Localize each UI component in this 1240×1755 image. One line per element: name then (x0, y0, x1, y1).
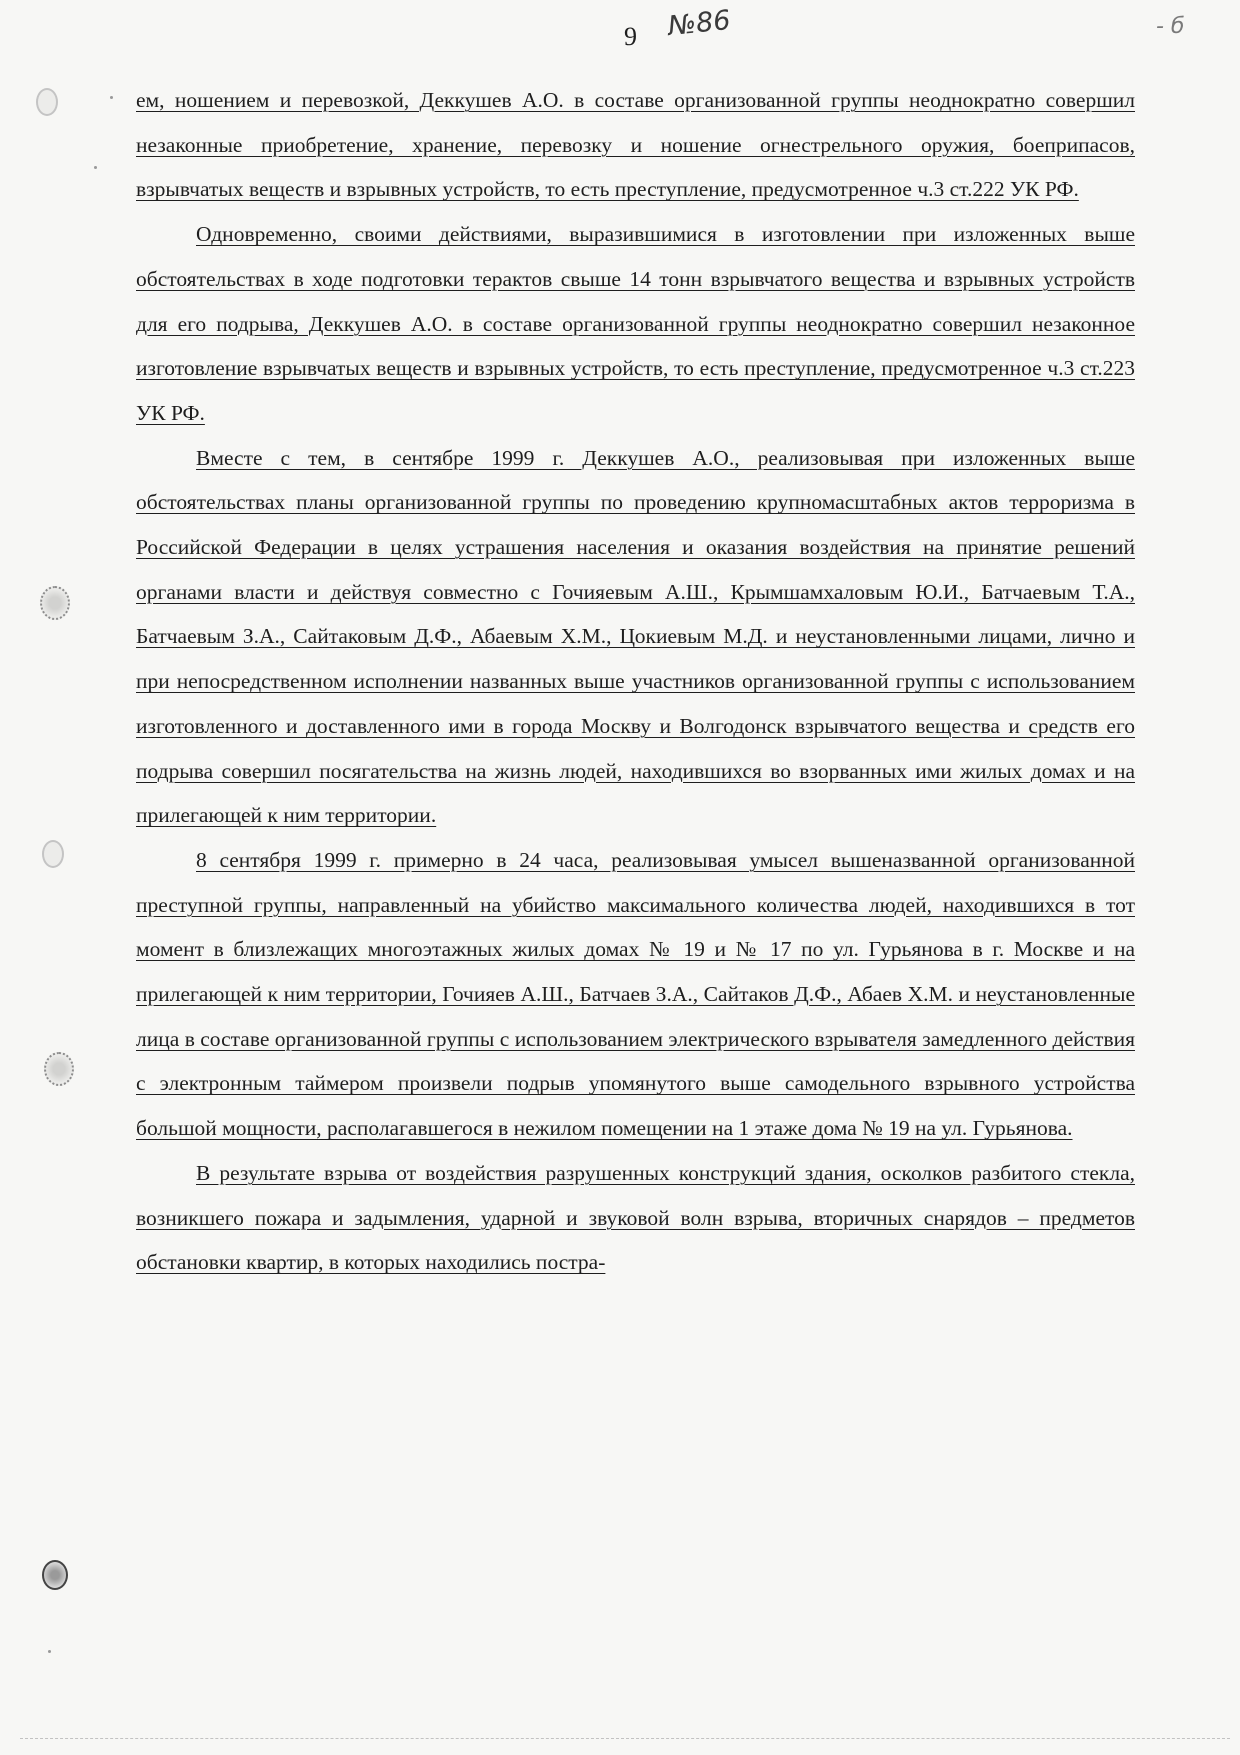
handwritten-page-annotation: №86 (666, 4, 732, 43)
paragraph-text: В результате взрыва от воздействия разрушенных конструкций здания, осколков разбитого стекла, возникшего пожара и задымления, ударной и звуковой волн взрыва, вторичных снарядов – предметов обстановки квартир, в которых находились постра- (136, 1160, 1135, 1275)
paragraph-text: Вместе с тем, в сентябре 1999 г. Деккушев А.О., реализовывая при изложенных выше обстоятельствах планы организованной группы по проведению крупномасштабных актов терроризма в Российской Федерации в целях устрашения населения и оказания воздействия на принятие решений органами власти и действуя совместно с Гочияевым А.Ш., Крымшамхаловым Ю.И., Батчаевым Т.А., Батчаевым З.А., Сайтаковым Д.Ф., Абаевым Х.М., Цокиевым М.Д. и неустановленными лицами, лично и при непосредственном исполнении названных выше участников организованной группы с использованием изготовленного и доставленного ими в города Москву и Волгодонск взрывчатого вещества и средств его подрыва совершил посягательства на жизнь людей, находившихся во взорванных ими жилых домах и на прилегающей к ним территории. (136, 445, 1135, 828)
document-body (136, 78, 1135, 1285)
paragraph-2 (136, 212, 1135, 436)
punch-hole-1 (36, 88, 58, 116)
paragraph-text: Одновременно, своими действиями, выразившимися в изготовлении при изложенных выше обстоятельствах в ходе подготовки терактов свыше 14 тонн взрывчатого вещества и взрывных устройств для его подрыва, Деккушев А.О. в составе организованной группы неоднократно совершил незаконное изготовление взрывчатых веществ и взрывных устройств, то есть преступление, предусмотренное ч.3 ст.223 УК РФ. (136, 222, 1135, 425)
paragraph-5 (136, 1151, 1135, 1285)
paragraph-text: 8 сентября 1999 г. примерно в 24 часа, реализовывая умысел вышеназванной организованной преступной группы, направленный на убийство максимального количества людей, находившихся в тот момент в близлежащих многоэтажных жилых домах № 19 и № 17 по ул. Гурьянова в г. Москве и на прилегающей к ним территории, Гочияев А.Ш., Батчаев З.А., Сайтаков Д.Ф., Абаев Х.М. и неустановленные лица в составе организованной группы с использованием электрического взрывателя замедленного действия с электронным таймером произвели подрыв упомянутого выше самодельного взрывного устройства большой мощности, располагавшегося в нежилом помещении на 1 этаже дома № 19 на ул. Гурьянова. (136, 847, 1135, 1141)
paragraph-1 (136, 78, 1135, 212)
page-number: 9 (624, 22, 638, 51)
paragraph-text: ем, ношением и перевозкой, Деккушев А.О. в составе организованной группы неоднократно совершил незаконные приобретение, хранение, перевозку и ношение огнестрельного оружия, боеприпасов, взрывчатых веществ и взрывных устройств, то есть преступление, предусмотренное ч.3 ст.222 УК РФ. (136, 88, 1135, 202)
scan-speck (94, 166, 97, 169)
punch-hole-5 (42, 1560, 68, 1590)
paragraph-3 (136, 436, 1135, 838)
punch-hole-4 (44, 1052, 74, 1086)
scan-speck (48, 1650, 51, 1653)
paragraph-4 (136, 838, 1135, 1151)
scan-edge-line (20, 1738, 1230, 1740)
punch-hole-3 (42, 840, 64, 868)
punch-hole-2 (40, 586, 70, 620)
scan-speck (110, 96, 113, 99)
corner-annotation: - б (1156, 14, 1185, 39)
